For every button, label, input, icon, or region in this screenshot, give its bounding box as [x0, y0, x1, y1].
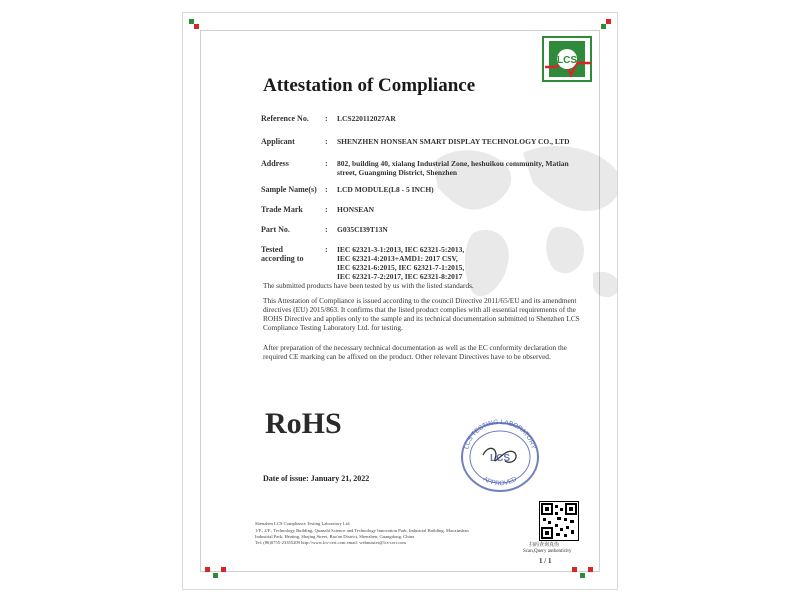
footer-company: Shenzhen LCS Compliance Testing Laboratory Ltd. [255, 521, 351, 526]
field-value-part-no: G035CI39T13N [337, 225, 388, 234]
date-of-issue: Date of issue: January 21, 2022 [263, 474, 370, 483]
field-label-trade-mark: Trade Mark [261, 205, 303, 214]
tested-standard-line: IEC 62321-6:2015, IEC 62321-7-1:2015, [337, 263, 465, 272]
field-value-sample-name: LCD MODULE(L8 - 5 INCH) [337, 185, 434, 194]
stamp-text-bottom [482, 476, 518, 488]
field-colon: : [325, 185, 328, 194]
decoration-square [213, 573, 218, 578]
field-colon: : [325, 225, 328, 234]
approved-stamp [455, 415, 545, 497]
decoration-square [221, 567, 226, 572]
field-colon: : [325, 205, 328, 214]
decoration-square [588, 567, 593, 572]
footer-address-1: 1/F., 2/F., Technology Building, Quanzhi Science and Technology Innovation Park, Industrial Building, Maoxinshan [255, 528, 469, 533]
page-title: Attestation of Compliance [263, 75, 476, 96]
field-label-according-to: according to [261, 254, 304, 263]
field-label-applicant: Applicant [261, 137, 295, 146]
lcs-logo [541, 35, 593, 83]
footer-contact: Tel: (86)0755-23355209 http://www.lcs-cert.com email: webmaster@lcs-cert.com [255, 540, 406, 545]
stamp-text-top [463, 419, 537, 451]
stamp-text-bottom-path: APPROVED [481, 475, 519, 488]
decoration-square [580, 573, 585, 578]
world-map-watermark [413, 123, 618, 323]
stamp-center: LCS [490, 453, 510, 464]
corner-decoration-top-left [189, 19, 199, 29]
tested-standard-line: IEC 62321-7-2:2017, IEC 62321-8:2017 [337, 272, 463, 281]
qr-label-cn: 扫码查询真伪 [529, 543, 560, 548]
decoration-square [572, 567, 577, 572]
field-label-address: Address [261, 159, 289, 168]
field-value-address: 802, building 40, xialang Industrial Zone, heshuikou community, Matian street, Guangming District, Shenzhen [337, 159, 569, 177]
tested-standard-line: IEC 62321-4:2013+AMD1: 2017 CSV, [337, 254, 458, 263]
field-label-tested: Tested [261, 245, 283, 254]
field-label-reference: Reference No. [261, 114, 309, 123]
qr-code-icon[interactable] [539, 501, 579, 541]
rohs-mark: RoHS [265, 407, 342, 440]
field-colon: : [325, 245, 328, 254]
field-value-applicant: SHENZHEN HONSEAN SMART DISPLAY TECHNOLOGY CO., LTD [337, 137, 570, 146]
logo-text: LCS [557, 55, 577, 66]
field-colon: : [325, 159, 328, 168]
field-label-sample-name: Sample Name(s) [261, 185, 317, 194]
submitted-note: The submitted products have been tested by us with the listed standards. [263, 281, 474, 290]
tested-standard-line: IEC 62321-3-1:2013, IEC 62321-5:2013, [337, 245, 465, 254]
field-colon: : [325, 137, 328, 146]
corner-decoration-top-right [601, 19, 611, 29]
ce-marking-paragraph: After preparation of the necessary technical documentation as well as the EC conformity declaration the required CE marking can be affixed on the product. Other relevant Directives have to be observed. [263, 343, 567, 361]
field-label-part-no: Part No. [261, 225, 290, 234]
attestation-paragraph: This Attestation of Compliance is issued according to the council Directive 2011/65/EU and its amendment directives (EU) 2015/863. It confirms that the listed product complies with all essential requirements of the ROHS Directive and applies only to the sample and its technical documentation submitted to Shenzhen LCS Compliance Testing Laboratory Ltd. for testing. [263, 296, 580, 332]
field-value-reference: LCS220112027AR [337, 114, 396, 123]
stamp-text-top-path: LCS TESTING LABORATORY [463, 418, 537, 451]
qr-label-en: Scan,Query authenticity [523, 549, 572, 554]
field-value-trade-mark: HONSEAN [337, 205, 375, 214]
certificate-sheet [182, 12, 618, 590]
field-colon: : [325, 114, 328, 123]
footer-address-2: Industrial Park, Heating, Shajing Street, Bao'an District, Shenzhen, Guangdong, China [255, 534, 415, 539]
decoration-square [205, 567, 210, 572]
page-number: 1 / 1 [539, 557, 552, 565]
